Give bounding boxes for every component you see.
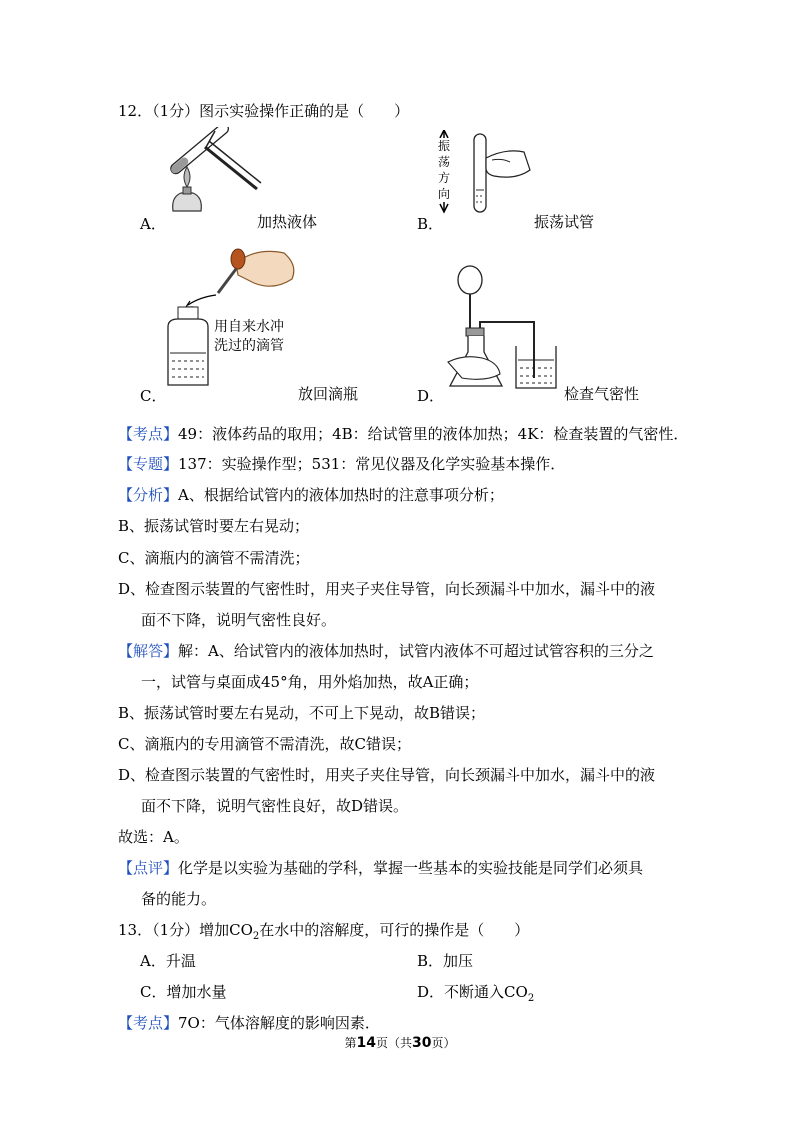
q13-stem — [118, 919, 529, 942]
q13-kaodian-text: 7O：气体溶解度的影响因素． — [178, 1014, 380, 1032]
q13-option-b: B．加压 — [417, 952, 474, 970]
dianping-line-1: 化学是以实验为基础的学科，掌握一些基本的实验技能是同学们必须具 — [178, 859, 644, 877]
zhuanti-text: 137：实验操作型；531：常见仪器及化学实验基本操作． — [178, 455, 566, 473]
q13-option-a: A．升温 — [140, 952, 196, 970]
fenxi-line-5: 面不下降，说明气密性良好。 — [141, 611, 337, 629]
jieda-tag: 【解答】 — [118, 642, 179, 660]
kaodian-text: 49：液体药品的取用；4B：给试管里的液体加热；4K：检查装置的气密性． — [178, 425, 689, 443]
q13-option-d-sub: 2 — [527, 993, 535, 1004]
q12-option-a-letter: A． — [140, 215, 166, 233]
jieda-line-6: 面不下降，说明气密性良好，故D错误。 — [141, 797, 409, 815]
figure-heating-liquid — [165, 127, 265, 219]
dropper-note-line-1: 用自来水冲 — [214, 319, 284, 335]
jieda-line-3: B、振荡试管时要左右晃动，不可上下晃动，故B错误； — [118, 704, 486, 722]
q13-kaodian-tag: 【考点】 — [118, 1014, 179, 1032]
q13-option-d-text: D．不断通入CO — [417, 983, 528, 1001]
kaodian-tag: 【考点】 — [118, 425, 179, 443]
q12-kaodian — [118, 423, 688, 444]
q12-option-d-caption: 检查气密性 — [564, 385, 640, 403]
footer-post: 页） — [431, 1036, 456, 1050]
dropper-note — [214, 318, 284, 356]
shake-label-char-2: 荡 — [438, 154, 454, 170]
fenxi-line-1: A、根据给试管内的液体加热时的注意事项分析； — [178, 486, 504, 504]
q13-option-d — [417, 981, 534, 1004]
shake-label-char-4: 向 — [438, 186, 454, 202]
q12-option-b-letter: B． — [417, 215, 444, 233]
dropper-note-line-2: 洗过的滴管 — [214, 338, 284, 354]
dianping-line-2: 备的能力。 — [141, 890, 217, 908]
figure-airtightness-check — [446, 262, 566, 392]
page-footer — [0, 1034, 800, 1051]
footer-total: 30 — [412, 1035, 432, 1051]
figure-dropper-bottle — [166, 243, 306, 389]
shake-label-char-1: 振 — [438, 138, 454, 154]
shake-direction-label — [438, 138, 454, 202]
footer-mid: 页（共 — [375, 1036, 412, 1050]
dianping-tag: 【点评】 — [118, 859, 179, 877]
q12-option-c-caption: 放回滴瓶 — [298, 385, 359, 403]
fenxi-line-4: D、检查图示装置的气密性时，用夹子夹住导管，向长颈漏斗中加水，漏斗中的液 — [118, 580, 656, 598]
fenxi-line-2: B、振荡试管时要左右晃动； — [118, 517, 310, 535]
q13-stem-post: 在水中的溶解度，可行的操作是（ ） — [259, 921, 530, 939]
jieda-line-4: C、滴瓶内的专用滴管不需清洗，故C错误； — [118, 735, 411, 753]
q12-option-d-letter: D． — [417, 387, 445, 405]
q12-stem: 12．（1分）图示实验操作正确的是（ ） — [118, 102, 410, 120]
footer-pre: 第 — [344, 1036, 357, 1050]
fenxi-tag: 【分析】 — [118, 486, 179, 504]
zhuanti-tag: 【专题】 — [118, 455, 179, 473]
q12-option-c-letter: C． — [140, 387, 167, 405]
q13-stem-sub: 2 — [252, 931, 260, 942]
q12-fenxi — [118, 484, 504, 505]
footer-page: 14 — [356, 1035, 376, 1051]
q13-kaodian — [118, 1012, 380, 1033]
jieda-line-2: 一，试管与桌面成45°角，用外焰加热，故A正确； — [141, 673, 479, 691]
fenxi-line-3: C、滴瓶内的滴管不需清洗； — [118, 549, 310, 567]
q12-dianping — [118, 857, 643, 878]
q13-stem-pre: 13．（1分）增加CO — [118, 921, 253, 939]
jieda-line-1: 解：A、给试管内的液体加热时，试管内液体不可超过试管容积的三分之 — [178, 642, 654, 660]
jieda-line-5: D、检查图示装置的气密性时，用夹子夹住导管，向长颈漏斗中加水，漏斗中的液 — [118, 766, 656, 784]
q12-option-a-caption: 加热液体 — [257, 213, 318, 231]
q13-option-c: C．增加水量 — [140, 983, 227, 1001]
shake-label-char-3: 方 — [438, 170, 454, 186]
q12-zhuanti — [118, 453, 565, 474]
jieda-line-7: 故选：A。 — [118, 828, 189, 846]
q12-option-b-caption: 振荡试管 — [534, 213, 595, 231]
q12-jieda — [118, 640, 654, 661]
